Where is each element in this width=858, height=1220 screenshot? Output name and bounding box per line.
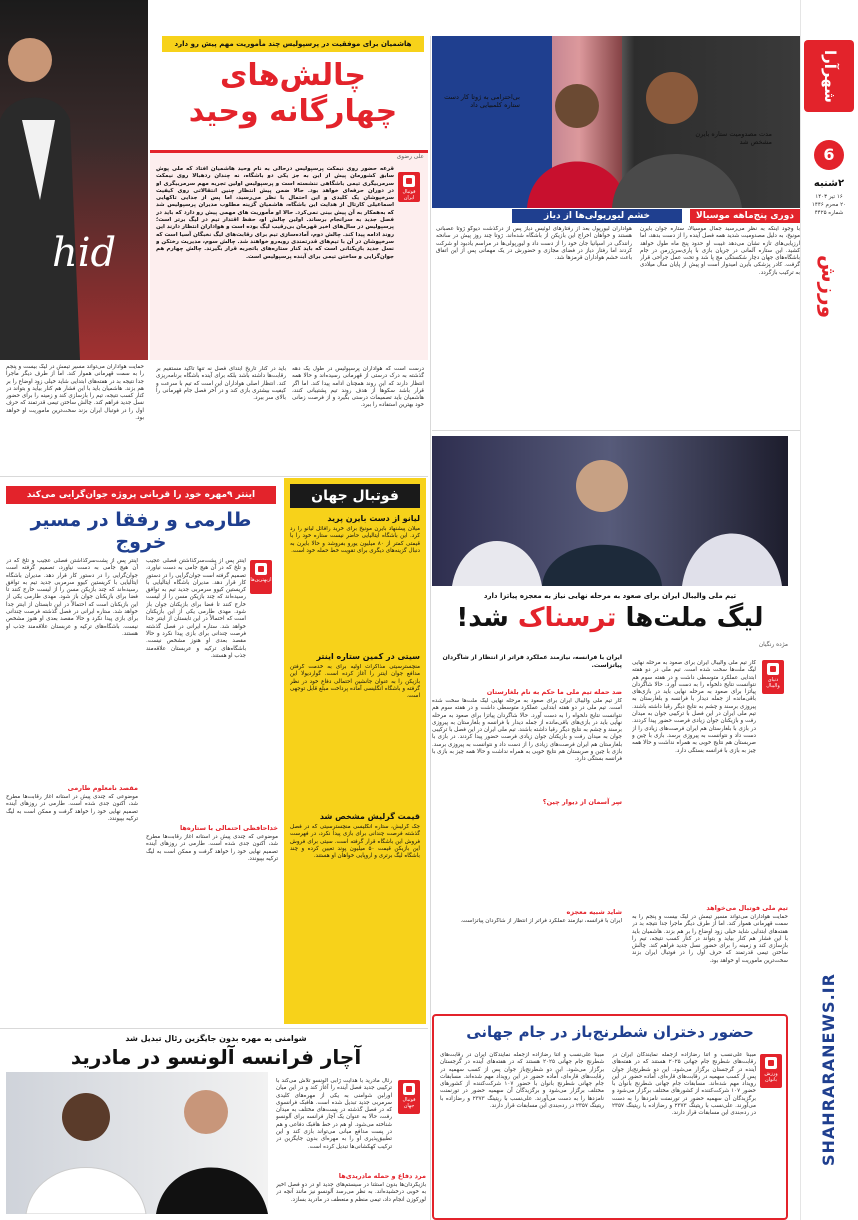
hashemian-badge — [398, 172, 420, 202]
world-football-header: فوتبال جهان — [290, 484, 420, 508]
date-line-3: شماره ۴۴۲۵ — [814, 210, 844, 216]
volleyball-subhead-2: سِر آسمان از دیوار چین؟ — [542, 798, 622, 806]
hashemian-body: قرعه حضور روی نیمکت پرسپولیس درحالی به نام وحید هاشمیان افتاد که ملی پوش سابق کشورمان پیش از این به جز یکی دو باشگاه، نه چندان ردهبالا روی نیمکت سرمربیگری تیمی باشگاهی ننشسته است و پرسپولیس اولین تجربه مهم سرمربیگری او در دوران حرفه‌ای خواهد بود. حالا ضمن پیش انتظار چنین انتقالاتی روی کیفیت سرخپوشان یک کلیدی و این احتمال با نظر می‌رسید، اما پس از جدایی تاکهایی اسماعیلی کارتال از هدایت این باشگاه، هاشمیان گزینه مطلوب مدیران پرسپولیس شد که به‌همکار به آن پیش بینی نمی‌کرد. حالا او مأموریت های مهمی پیش رو دارد که باید در فصل جدید به سرانجام برساند. اولین چالش او، حفظ اقتدار تیم در لیگ برتر است؛ پرسپولیس در سال‌های اخیر قهرمان بی‌رقیب لیگ بوده است و هواداران انتظار دارند این روند ادامه پیدا کند. چالش دوم، آماده‌سازی تیم برای رقابت‌های لیگ نخبگان آسیا است که سرخپوشان در آن با تیم‌های قدرتمندی روبه‌رو خواهند شد. چالش سوم، مدیریت رختکن و نسل جدید بازیکنانی است که باید کنار ستاره‌های باتجربه قرار بگیرند. چالش چهارم هم جوان‌گرایی و ساختن تیمی برای آینده پرسپولیس است. — [156, 166, 394, 260]
badge-label: ازبهترین‌ها — [250, 577, 272, 583]
banner-musiala: دوری پنج‌ماهه موسیالا — [690, 209, 800, 223]
page-number: 6 — [814, 140, 844, 170]
volleyball-body-right: کار تیم ملی والیبال ایران برای صعود به مرحله نهایی لیگ ملت‌ها سخت شده است. تیم ملی در دو هفته ابتدایی عملکرد متوسطی داشت و در هفته سوم هم نتوانست نتایج دلخواه را به دست آورد. حالا شاگردان پیاتزا برای صعود به مرحله نهایی باید در بازی‌های باقی‌مانده از جمله دیدار با فرانسه و بلغارستان به پیروزی برسند و چشم به نتایج دیگر رقبا داشته باشند. تیم ملی ایران در این فصل با ترکیبی جوان به میدان رفت و بازیکنان جوان زیادی فرصت حضور پیدا کردند. در بازی با بلغارستان هم ایران فرصت‌های زیادی را از دست داد و نتوانست به پیروزی برسد. بازی با چین و صربستان هم نتایج خوبی به همراه نداشت و حالا همه چیز به بازی با فرانسه بستگی دارد. — [632, 660, 756, 754]
volleyball-intro: ایران با فرانسه، نیازمند عملکرد فراتر از انتظار از شاگردان پیاتزاست. — [442, 654, 622, 669]
musiala-body: با وجود اینکه به نظر می‌رسید جمال موسیالا، ستاره جوان بایرن مونیخ، به دلیل مصدومیت شدید همه فصل آینده را از دست بدهد، اما ارزیابی‌های تازه نشان می‌دهد غیبت او حدود پنج ماه طول خواهد کشید. این ستاره آلمانی در جریان بازی با پاری‌سن‌ژرمن در جام باشگاه‌های جهان دچار شکستگی مچ پا شد و تحت عمل جراحی قرار گرفت. کادر پزشکی بایرن امیدوار است او پیش از پایان سال میلادی به ترکیب بازگردد. — [640, 226, 800, 276]
wf-item1-body: میلان پیشنهاد بایرن مونیخ برای خرید رافائل لیانو را رد کرد. این باشگاه ایتالیایی حاضر نیست ستاره خود را با قیمتی کمتر از ۸۰ میلیون یورو بفروشد و حالا بایرن به دنبال گزینه‌های دیگری برای تقویت خط حمله خود است. — [290, 526, 420, 554]
wf-item3-title: قیمت گرلیش مشخص شد — [319, 812, 420, 821]
ad-script-text: hid — [52, 230, 117, 276]
inter-badge — [250, 560, 272, 594]
left-column-body: حمایت هواداران می‌تواند مسیر تیمش در لیگ بیست و پنجم را به سمت قهرمانی هموار کند. اما از طرف دیگر ماجرا جدا نتیجه بد در هفته‌های ابتدایی شاید خیلی زود اوضاع را بر هم بزند. هاشمیان باید با این فشار هم کنار بیاید و بتواند در کنار کسب نتیجه، تیم را بازسازی کند و زمینه را برای حضور نسل جدید فراهم کند. چالش ساختن تیمی قدرتمند که حرف اول را در فوتبال ایران بزند سخت‌ترین ماموریت او خواهد بود. — [6, 364, 144, 422]
section-icon — [403, 175, 415, 187]
divider-h1 — [0, 476, 428, 477]
inter-body-right: اینتر پس از پشت‌سرگذاشتن فصلی عجیب و تلخ که در آن هیچ جامی به دست نیاورد، تصمیم گرفته است جوان‌گرایی را در دستور کار قرار دهد. مدیران باشگاه ایتالیایی با کریستین کیوو سرمربی جدید تیم به توافق رسیده‌اند که چند بازیکن مسن را از لیست خارج کنند تا فضا برای بازیکنان جوان باز شود. مهدی طارمی یکی از این بازیکنان است که احتمالاً در این تابستان از اینتر جدا خواهد شد. ستاره ایرانی در فصل گذشته فرصت چندانی برای بازی پیدا نکرد و حالا مقصد بعدی او هنوز مشخص نیست. باشگاه‌های ترکیه و عربستان علاقه‌مند جذب او هستند. — [146, 558, 246, 659]
volleyball-badge — [762, 660, 784, 694]
volleyball-illustration — [432, 436, 788, 586]
section-word: ورزش — [817, 254, 841, 318]
volleyball-subhead-4: تیم ملی فوتبال می‌خواهد — [706, 904, 788, 912]
section-icon — [255, 563, 267, 575]
diaz-body: هواداران لیورپول بعد از رفتارهای لوئیس دیاز پس از درگذشت دیوگو ژوتا عصبانی هستند و خواهان اخراج این بازیکن از باشگاه شده‌اند. ژوتا چند روز پیش در سانحه رانندگی در اسپانیا جان خود را از دست داد و لیورپولی‌ها در مراسم یادبود او شرکت کردند اما رفتار دیاز در فضای مجازی و حضورش در یک مهمانی پس از این اتفاق باعث خشم هواداران قرمزها شد. — [436, 226, 632, 262]
chess-body-right: مبینا علی‌نسب و آتنا رضازاده ازجمله نمایندگان ایران در رقابت‌های شطرنج جام جهانی ۲۰۲۵ هستند که در هفته‌های آینده در گرجستان برگزار می‌شود. این دو شطرنج‌باز جوان پس از کسب سهمیه در رقابت‌های قاره‌ای، آماده حضور در این رویداد مهم شده‌اند. مسابقات جام جهانی شطرنج بانوان با حضور ۱۰۷ شرکت‌کننده از کشورهای مختلف برگزار می‌شود و برگزیدگان آن سهمیه حضور در تورنمنت نامزدها را به دست می‌آورند. علی‌نسب با ریتینگ ۲۳۷۳ و رضازاده با ریتینگ ۲۳۵۷ در رده‌بندی این مسابقات قرار دارند. — [612, 1052, 756, 1117]
volleyball-title-part1: لیگ ملت‌ها — [616, 603, 764, 633]
real-kicker: شوامنی به مهره بدون جایگزین رئال تبدیل شد — [125, 1034, 307, 1043]
badge-label: دنیای والیبال — [766, 677, 780, 689]
inter-subhead-1: مقصد نامعلوم طارمی — [67, 784, 138, 792]
volleyball-subhead-3: شاید شبیه معجزه — [566, 908, 622, 916]
wf-item2-title: سیتی در کمین ستاره اینتر — [316, 652, 420, 661]
section-icon — [767, 663, 779, 675]
volleyball-kicker: تیم ملی والیبال ایران برای صعود به مرحله نهایی نیاز به معجزه پیاتزا دارد — [483, 592, 737, 600]
volleyball-title — [432, 604, 788, 634]
inter-title: طارمی و رفقا در مسیر خروج — [30, 509, 252, 553]
badge-label: فوتبال جهان — [402, 1097, 416, 1109]
players-photo — [432, 36, 800, 208]
tower-ad — [0, 0, 148, 360]
divider-h3 — [0, 1028, 428, 1029]
date-line-2: ۲۰ محرم ۱۴۴۶ — [811, 202, 847, 208]
volleyball-body-right-bottom: حمایت هواداران می‌تواند مسیر تیمش در لیگ بیست و پنجم را به سمت قهرمانی هموار کند. اما از طرف دیگر ماجرا جدا نتیجه بد در هفته‌های ابتدایی شاید خیلی زود اوضاع را بر هم بزند. هاشمیان باید با این فشار هم کنار بیاید و بتواند در کنار کسب نتیجه، تیم را بازسازی کند و زمینه را برای حضور نسل جدید فراهم کند. چالش ساختن تیمی قدرتمند که حرف اول را در فوتبال ایران بزند سخت‌ترین ماموریت او خواهد بود. — [632, 914, 788, 964]
caption-diaz: بی‌احترامی به ژوتا کار دست ستاره کلمبیایی داد — [444, 93, 520, 109]
real-badge — [398, 1080, 420, 1114]
chess-badge — [760, 1054, 782, 1088]
divider-h2 — [432, 430, 800, 431]
real-title: آچار فرانسه آلونسو در مادرید — [70, 1045, 362, 1069]
volleyball-subhead-1: ضد حمله تیم ملی ما حکم به نام بلغارستان — [486, 688, 622, 696]
wf-item3-body: جک گرلیش، ستاره انگلیسی منچسترسیتی که در فصل گذشته فرصت چندانی برای بازی پیدا نکرد، در فهرست فروش این باشگاه قرار گرفته است. سیتی برای فروش این بازیکن قیمت ۵۰ میلیون پوند تعیین کرده و چند باشگاه لیگ برتری و اروپایی خواهان او هستند. — [290, 824, 420, 860]
badge-label: ورزش بانوان — [764, 1071, 778, 1083]
volleyball-author: مژده رنگیان — [758, 642, 788, 648]
real-body: رئال مادرید با هدایت ژابی آلونسو تلاش می‌کند با ترکیبی جدید فصل آینده را آغاز کند و در این میان اورلین شوامنی به یکی از مهره‌های کلیدی سرمربی جدید تبدیل شده است. هافبک فرانسوی که در فصل گذشته در پست‌های مختلف به میدان رفت، حالا به عنوان یک آچار فرانسه برای آلونسو شناخته می‌شود. او هم در خط هافبک دفاعی و هم در پست مدافع میانی می‌تواند بازی کند و این تطبیق‌پذیری او را به مهره‌ای بدون جایگزین در ترکیب کهکشانی‌ها تبدیل کرده است. — [276, 1078, 392, 1150]
volleyball-body-left: کار تیم ملی والیبال ایران برای صعود به مرحله نهایی لیگ ملت‌ها سخت شده است. تیم ملی در دو هفته ابتدایی عملکرد متوسطی داشت و در هفته سوم هم نتوانست نتایج دلخواه را به دست آورد. حالا شاگردان پیاتزا برای صعود به مرحله نهایی باید در بازی‌های باقی‌مانده از جمله دیدار با فرانسه و بلغارستان به پیروزی برسند و چشم به نتایج دیگر رقبا داشته باشند. تیم ملی ایران در این فصل با ترکیبی جوان به میدان رفت و بازیکنان جوان زیادی فرصت حضور پیدا کردند. در بازی با بلغارستان هم ایران فرصت‌های زیادی را از دست داد و نتوانست به پیروزی برسد. بازی با چین و صربستان هم نتایج خوبی به همراه نداشت و حالا همه چیز به بازی با فرانسه بستگی دارد. — [432, 698, 622, 763]
hashemian-kicker: هاشمیان برای موفقیت در پرسپولیس چند مأموریت مهم پیش رو دارد — [162, 36, 424, 52]
players-illustration — [432, 36, 800, 208]
chess-title: حضور دختران شطرنج‌باز در جام جهانی — [466, 1023, 754, 1041]
caption-musiala: مدت مصدومیت ستاره بایرن مشخص شد — [695, 130, 772, 146]
badge-label: فوتبال ایران — [402, 189, 416, 201]
masthead-logo: شهرآرا — [804, 40, 854, 112]
volleyball-photo — [432, 436, 788, 586]
section-icon — [765, 1057, 777, 1069]
real-subhead: مرد دفاع و حمله مادریدی‌ها — [338, 1172, 426, 1180]
inter-col2: موضوعی که چندی‌ پیش در آستانه آغاز رقابت‌ها مطرح شد، اکنون جدی شده است. طارمی در روزهای آینده تصمیم نهایی خود را خواهد گرفت و ممکن است به لیگ ترکیه بپیوندد. — [6, 794, 138, 822]
inter-subhead-2: خداحافظی احتمالی با ستاره‌ها — [179, 824, 278, 832]
volleyball-title-part2: شد! — [456, 603, 518, 633]
volleyball-title-red: ترسناک — [517, 603, 617, 633]
date-line-1: ۱۶ تیر ۱۴۰۳ — [815, 194, 843, 200]
masthead-strip — [800, 0, 858, 1220]
weekday: ۲شنبه — [813, 178, 845, 189]
ad-person-illustration — [0, 0, 148, 360]
real-col2: بازیگردان‌ها بدون استثنا در سیستم‌های جدید او در دو فصل اخیر به خوبی درخشیده‌اند. به نظر می‌رسد آلونسو نیز مانند آنچه در لورکوزن انجام داد، تیمی منظم و منعطف در مادرید بسازد. — [276, 1182, 426, 1203]
hashemian-title: چالش‌های چهارگانه وحید — [188, 58, 398, 129]
volleyball-body-bottom: ایران با فرانسه، نیازمند عملکرد فراتر از انتظار از شاگردان پیاتزاست. — [460, 918, 622, 924]
wf-item1-title: لیانو از دست بایرن پرید — [327, 514, 420, 523]
real-photo — [6, 1072, 268, 1214]
chess-body-left: مبینا علی‌نسب و آتنا رضازاده ازجمله نمایندگان ایران در رقابت‌های شطرنج جام جهانی ۲۰۲۵ هستند که در هفته‌های آینده در گرجستان برگزار می‌شود. این دو شطرنج‌باز جوان پس از کسب سهمیه در رقابت‌های قاره‌ای، آماده حضور در این رویداد مهم شده‌اند. مسابقات جام جهانی شطرنج بانوان با حضور ۱۰۷ شرکت‌کننده از کشورهای مختلف برگزار می‌شود و برگزیدگان آن سهمیه حضور در تورنمنت نامزدها را به دست می‌آورند. علی‌نسب با ریتینگ ۲۳۷۳ و رضازاده با ریتینگ ۲۳۵۷ در رده‌بندی این مسابقات قرار دارند. — [440, 1052, 604, 1110]
hashemian-col3: باید در کنار تاریخ ابتدای فصل نه تنها تاکید مستقیم بر رقابت‌ها داشته باشد بلکه برای آینده باشگاه برنامه‌ریزی کند. انتظار اصلی هواداران این است که تیم با سرعت و کیفیت بیشتری بازی کند و در آخر فصل جام قهرمانی را بالای سر ببرد. — [156, 366, 286, 402]
real-illustration — [6, 1072, 268, 1214]
banner-diaz: خشم لیورپولی‌ها از دیاز — [512, 209, 682, 223]
section-icon — [403, 1083, 415, 1095]
inter-col2b: موضوعی که چندی‌ پیش در آستانه آغاز رقابت‌ها مطرح شد، اکنون جدی شده است. طارمی در روزهای آینده تصمیم نهایی خود را خواهد گرفت و ممکن است به لیگ ترکیه بپیوندد. — [146, 834, 278, 862]
inter-kicker: اینتر ۹مهره خود را قربانی پروژه جوان‌گرایی می‌کند — [6, 486, 276, 504]
wf-item2-body: منچسترسیتی مذاکرات اولیه برای به خدمت گرفتن مدافع جوان اینتر را آغاز کرده است. گواردیولا این بازیکن را به عنوان جانشین احتمالی دفاع خود در نظر گرفته و باشگاه انگلیسی آماده پرداخت مبلغ قابل توجهی است. — [290, 664, 420, 700]
website-url: SHAHRARANEWS.IR — [819, 973, 838, 1167]
hashemian-col2: درست است که هواداران پرسپولیس در طول یک دهه گذشته به درک درستی از قهرمانی رسیده‌اند و حالا همه انتظار دارند که این روند همچنان ادامه پیدا کند. اما اگر قرار باشد سکوها از هدف روند تیم پشتیبانی کنند، هاشمیان باید تصمیمات درستی بگیرد و از فرصت زمانی خود بهترین استفاده را ببرد. — [292, 366, 424, 409]
divider-v1 — [430, 36, 431, 1220]
hashemian-author: علی رضوی — [396, 154, 424, 160]
inter-body-left: اینتر پس از پشت‌سرگذاشتن فصلی عجیب و تلخ که در آن هیچ جامی به دست نیاورد، تصمیم گرفته است جوان‌گرایی را در دستور کار قرار دهد. مدیران باشگاه ایتالیایی با کریستین کیوو سرمربی جدید تیم به توافق رسیده‌اند که چند بازیکن مسن را از لیست خارج کنند تا فضا برای بازیکنان جوان باز شود. مهدی طارمی یکی از این بازیکنان است که احتمالاً در این تابستان از اینتر جدا خواهد شد. ستاره ایرانی در فصل گذشته فرصت چندانی برای بازی پیدا نکرد و حالا مقصد بعدی او هنوز مشخص نیست. باشگاه‌های ترکیه و عربستان علاقه‌مند جذب او هستند. — [6, 558, 138, 637]
